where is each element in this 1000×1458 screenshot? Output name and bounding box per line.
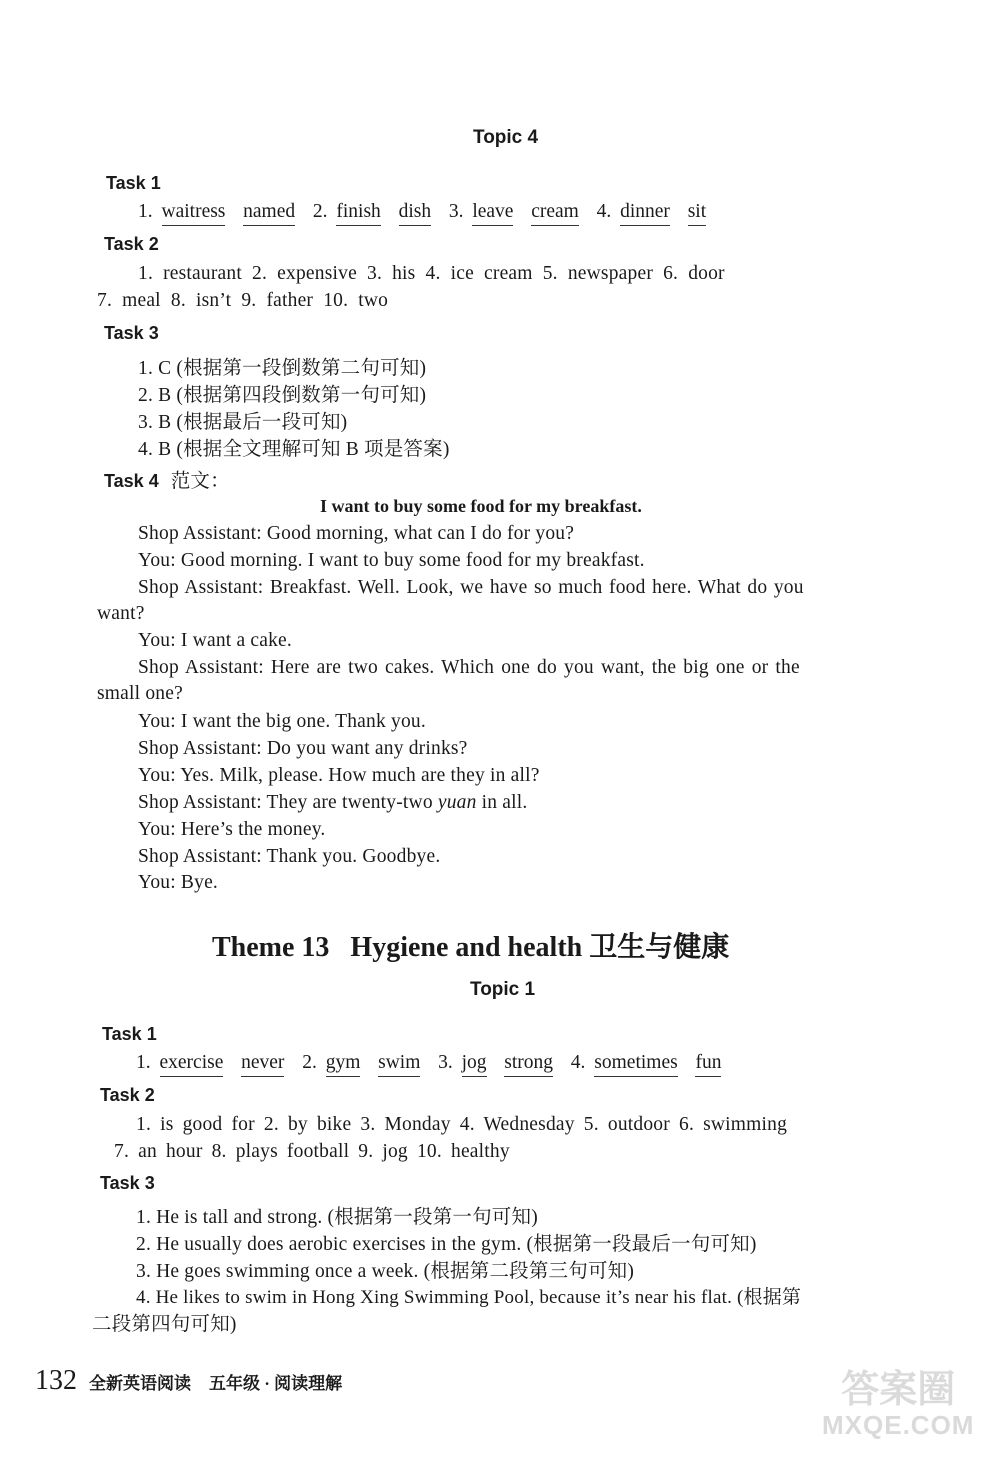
dialogue-line-5-cont: small one? (97, 683, 183, 704)
answer-separator: 2. (295, 201, 337, 222)
answer-word: named (243, 201, 296, 222)
dialogue-line-9-a: Shop Assistant: They are twenty-two (138, 792, 438, 813)
t13-task-3-answer-2: 2. He usually does aerobic exercises in the gym. (根据第一段最后一句可知) (136, 1234, 757, 1255)
dialogue-line-10: You: Here’s the money. (138, 819, 326, 840)
answer-word: leave (472, 201, 514, 222)
dialogue-line-12: You: Bye. (138, 872, 219, 893)
grade-label: 五年级 · 阅读理解 (209, 1374, 343, 1393)
dialogue-line-3: Shop Assistant: Breakfast. Well. Look, we have so much food here. What do you (138, 577, 804, 598)
t13-task-2-answers-line-2: 7. an hour 8. plays football 9. jog 10. healthy (114, 1141, 510, 1162)
answer-word: swim (378, 1052, 421, 1073)
watermark-url: MXQE.COM (822, 1410, 975, 1440)
task-1-answers (138, 201, 706, 223)
answer-word: sometimes (594, 1052, 678, 1073)
answer-separator (670, 201, 688, 222)
answer-word: gym (325, 1052, 361, 1073)
dialogue-line-8: You: Yes. Milk, please. How much are they in all? (138, 765, 540, 786)
t13-task-3-answer-4: 4. He likes to swim in Hong Xing Swimming Pool, because it’s near his flat. (根据第 (136, 1287, 802, 1308)
dialogue-line-11: Shop Assistant: Thank you. Goodbye. (138, 846, 441, 867)
task-3-answer-3: 3. B (根据最后一段可知) (138, 412, 348, 433)
topic-1-heading: Topic 1 (470, 979, 536, 1000)
answer-separator (223, 1052, 241, 1073)
answer-separator: 1. (136, 1052, 160, 1073)
answer-word: waitress (161, 201, 226, 222)
answer-separator (513, 201, 531, 222)
dialogue-line-3-cont: want? (97, 603, 145, 624)
t13-task-2-label: Task 2 (100, 1085, 155, 1105)
t13-task-2-answers-line-1: 1. is good for 2. by bike 3. Monday 4. Wednesday 5. outdoor 6. swimming (136, 1114, 788, 1135)
task-2-answers-line-2: 7. meal 8. isn’t 9. father 10. two (97, 290, 389, 311)
answer-word: cream (531, 201, 579, 222)
task-4-suffix: 范文： (170, 471, 230, 492)
task-1-label: Task 1 (106, 173, 161, 193)
answer-separator: 4. (578, 201, 621, 222)
answer-word: exercise (159, 1052, 224, 1073)
essay-title: I want to buy some food for my breakfast. (320, 496, 642, 516)
answer-separator: 3. (431, 201, 473, 222)
t13-task-3-answer-3: 3. He goes swimming once a week. (根据第二段第三句可知) (136, 1261, 635, 1282)
t13-task-3-answer-4-cont: 二段第四句可知) (92, 1314, 237, 1335)
answer-word: dish (398, 201, 432, 222)
task-4-heading (104, 465, 230, 493)
dialogue-line-6: You: I want the big one. Thank you. (138, 711, 426, 732)
task-3-answer-1: 1. C (根据第一段倒数第二句可知) (138, 358, 427, 379)
answer-separator: 2. (284, 1052, 326, 1073)
task-2-answers-line-1: 1. restaurant 2. expensive 3. his 4. ice cream 5. newspaper 6. door (138, 263, 725, 284)
dialogue-line-9 (138, 792, 527, 814)
dialogue-line-9-b: in all. (476, 792, 528, 813)
dialogue-line-4: You: I want a cake. (138, 630, 292, 651)
task-3-label: Task 3 (104, 323, 159, 343)
answer-word: jog (461, 1052, 487, 1073)
answer-word: finish (336, 201, 381, 222)
t13-task-3-answer-1: 1. He is tall and strong. (根据第一段第一句可知) (136, 1207, 538, 1228)
task-4-label: Task 4 (104, 471, 159, 491)
answer-word: fun (695, 1052, 722, 1073)
theme-13-title: Theme 13 Hygiene and health 卫生与健康 (212, 932, 730, 963)
dialogue-line-7: Shop Assistant: Do you want any drinks? (138, 738, 468, 759)
answer-separator: 4. (553, 1052, 595, 1073)
answer-word: sit (687, 201, 707, 222)
watermark-logo-text: 答案圈 (841, 1369, 956, 1411)
book-title: 全新英语阅读 (89, 1374, 191, 1393)
answer-separator (678, 1052, 696, 1073)
t13-task-1-label: Task 1 (102, 1024, 157, 1044)
topic-4-heading: Topic 4 (473, 127, 539, 148)
answer-word: never (241, 1052, 285, 1073)
answer-separator (381, 201, 399, 222)
task-3-answer-4: 4. B (根据全文理解可知 B 项是答案) (138, 439, 450, 460)
answer-word: dinner (620, 201, 670, 222)
dialogue-line-5: Shop Assistant: Here are two cakes. Which one do you want, the big one or the (138, 657, 800, 678)
t13-task-3-label: Task 3 (100, 1173, 155, 1193)
watermark (822, 1370, 974, 1440)
task-2-label: Task 2 (104, 234, 159, 254)
answer-word: strong (504, 1052, 554, 1073)
dialogue-line-2: You: Good morning. I want to buy some food for my breakfast. (138, 550, 645, 571)
page-footer (35, 1365, 342, 1397)
task-3-answer-2: 2. B (根据第四段倒数第一句可知) (138, 385, 427, 406)
answer-separator: 3. (420, 1052, 462, 1073)
answer-separator (487, 1052, 505, 1073)
dialogue-line-1: Shop Assistant: Good morning, what can I do for you? (138, 523, 575, 544)
answer-separator (225, 201, 243, 222)
answer-separator (360, 1052, 378, 1073)
page-number: 132 (35, 1365, 77, 1396)
answer-separator: 1. (138, 201, 162, 222)
dialogue-line-9-currency: yuan (437, 792, 477, 813)
t13-task-1-answers (136, 1052, 721, 1074)
